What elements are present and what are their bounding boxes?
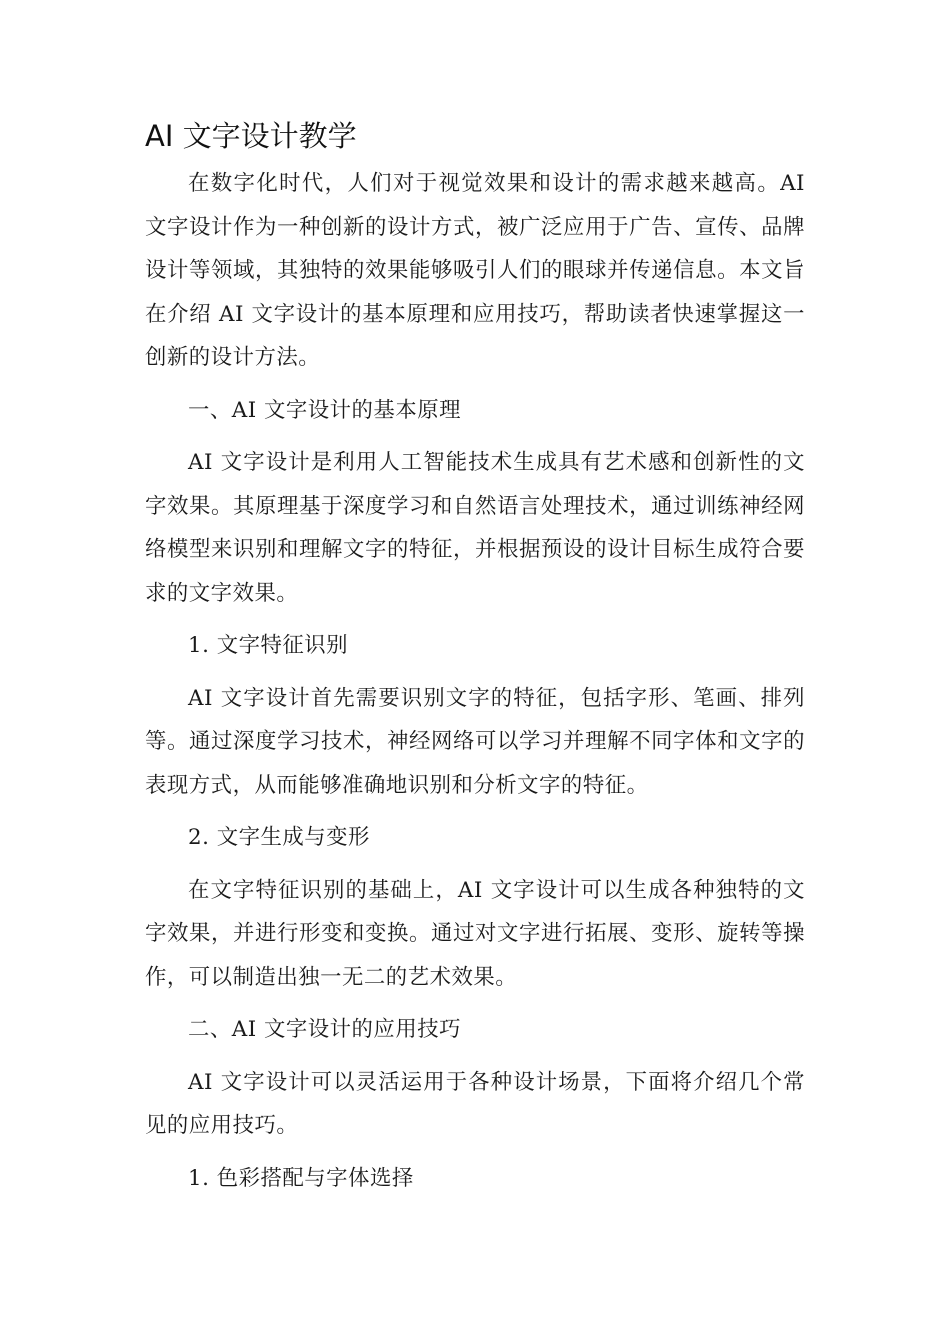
intro-paragraph: 在数字化时代，人们对于视觉效果和设计的需求越来越高。AI 文字设计作为一种创新的设计方式，被广泛应用于广告、宣传、品牌设计等领域，其独特的效果能够吸引人们的眼球并传递信息。本文旨在介绍 AI 文字设计的基本原理和应用技巧，帮助读者快速掌握这一创新的设计方法。 — [145, 171, 805, 370]
subheading-feature-recognition: 1. 文字特征识别 — [188, 633, 349, 658]
techniques-paragraph: AI 文字设计可以灵活运用于各种设计场景，下面将介绍几个常见的应用技巧。 — [145, 1069, 805, 1138]
principles-paragraph: AI 文字设计是利用人工智能技术生成具有艺术感和创新性的文字效果。其原理基于深度学习和自然语言处理技术，通过训练神经网络模型来识别和理解文字的特征，并根据预设的设计目标生成符合要求的文字效果。 — [145, 450, 805, 606]
feature-recognition-paragraph: AI 文字设计首先需要识别文字的特征，包括字形、笔画、排列等。通过深度学习技术，神经网络可以学习并理解不同字体和文字的表现方式，从而能够准确地识别和分析文字的特征。 — [145, 685, 805, 798]
generation-deformation-paragraph: 在文字特征识别的基础上，AI 文字设计可以生成各种独特的文字效果，并进行形变和变换。通过对文字进行拓展、变形、旋转等操作，可以制造出独一无二的艺术效果。 — [145, 877, 805, 990]
subheading-generation-deformation: 2. 文字生成与变形 — [188, 825, 370, 850]
subheading-color-font: 1. 色彩搭配与字体选择 — [188, 1165, 414, 1191]
section-heading-principles: 一、AI 文字设计的基本原理 — [188, 397, 461, 423]
section-heading-techniques: 二、AI 文字设计的应用技巧 — [188, 1017, 461, 1042]
document-title: AI 文字设计教学 — [145, 119, 357, 153]
document-body — [145, 162, 805, 1209]
